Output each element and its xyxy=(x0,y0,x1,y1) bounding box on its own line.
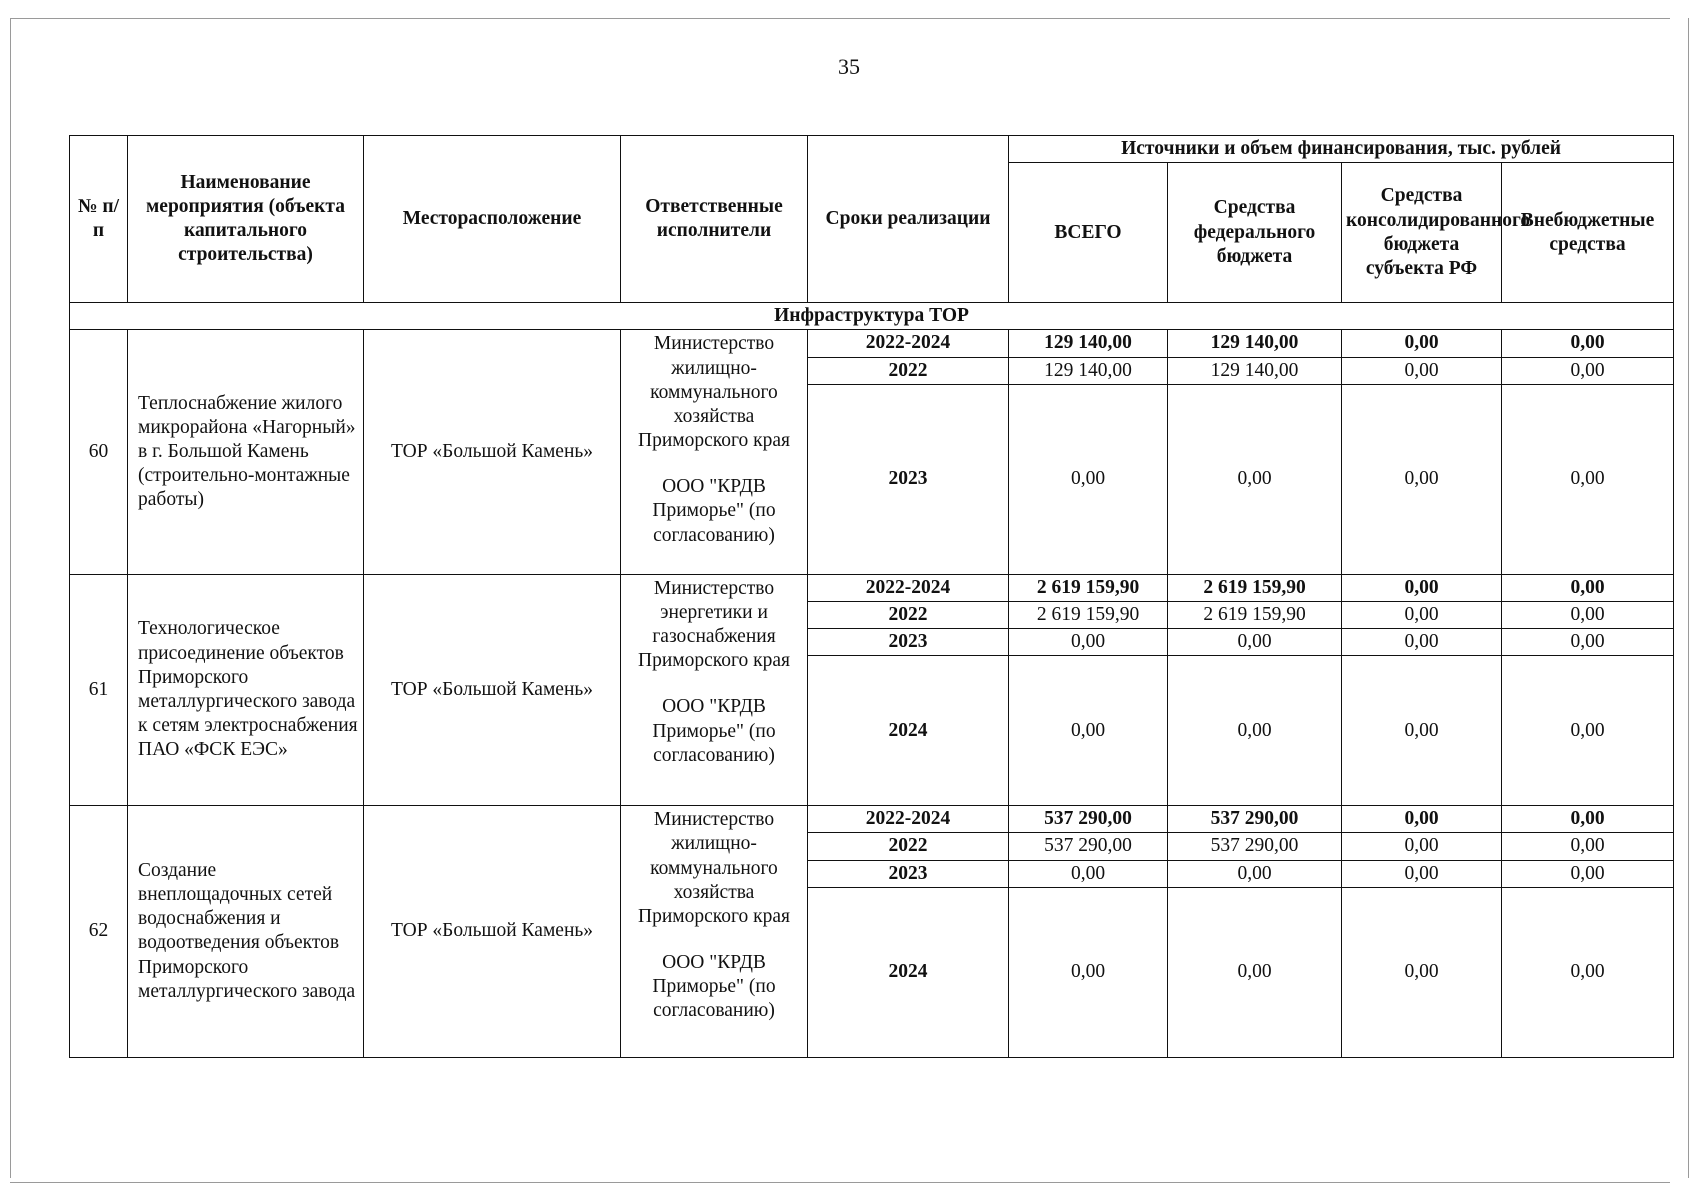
total-cell: 0,00 xyxy=(1009,384,1168,574)
row-location: ТОР «Большой Камень» xyxy=(364,330,621,574)
row-number: 61 xyxy=(70,574,128,806)
extra-cell: 0,00 xyxy=(1502,887,1674,1057)
federal-cell: 537 290,00 xyxy=(1168,833,1342,860)
row-name: Создание внеплощадочных сетей водоснабжения и водоотведения объектов Приморского металлургического завода xyxy=(128,806,364,1058)
regional-cell: 0,00 xyxy=(1342,887,1502,1057)
header-period: Сроки реализации xyxy=(808,136,1009,303)
scan-edge-top xyxy=(10,18,1670,19)
table-body xyxy=(70,303,1674,1058)
responsible-ministry: Министерство энергетики и газоснабжения Приморского края xyxy=(638,577,790,672)
scan-edge-bottom xyxy=(10,1182,1670,1183)
header-no: № п/п xyxy=(70,136,128,303)
period-cell: 2024 xyxy=(808,887,1009,1057)
page-number: 35 xyxy=(838,54,860,79)
header-location: Месторасположение xyxy=(364,136,621,303)
period-cell: 2023 xyxy=(808,384,1009,574)
period-cell: 2022-2024 xyxy=(808,574,1009,601)
table-row xyxy=(70,574,1674,601)
period-cell: 2022 xyxy=(808,357,1009,384)
federal-cell: 129 140,00 xyxy=(1168,330,1342,357)
extra-cell: 0,00 xyxy=(1502,833,1674,860)
row-name: Теплоснабжение жилого микрорайона «Нагорный» в г. Большой Камень (строительно-монтажные работы) xyxy=(128,330,364,574)
federal-cell: 2 619 159,90 xyxy=(1168,601,1342,628)
period-cell: 2022 xyxy=(808,833,1009,860)
regional-cell: 0,00 xyxy=(1342,629,1502,656)
regional-cell: 0,00 xyxy=(1342,330,1502,357)
federal-cell: 0,00 xyxy=(1168,656,1342,806)
extra-cell: 0,00 xyxy=(1502,330,1674,357)
table-row xyxy=(70,806,1674,833)
row-number: 62 xyxy=(70,806,128,1058)
row-responsible xyxy=(621,806,808,1058)
row-number: 60 xyxy=(70,330,128,574)
responsible-company: ООО "КРДВ Приморье" (по согласованию) xyxy=(652,696,776,766)
extra-cell: 0,00 xyxy=(1502,357,1674,384)
total-cell: 0,00 xyxy=(1009,656,1168,806)
responsible-company: ООО "КРДВ Приморье" (по согласованию) xyxy=(652,476,776,546)
period-cell: 2022 xyxy=(808,601,1009,628)
period-cell: 2023 xyxy=(808,860,1009,887)
total-cell: 537 290,00 xyxy=(1009,806,1168,833)
federal-cell: 0,00 xyxy=(1168,860,1342,887)
extra-cell: 0,00 xyxy=(1502,574,1674,601)
federal-cell: 129 140,00 xyxy=(1168,357,1342,384)
extra-cell: 0,00 xyxy=(1502,384,1674,574)
responsible-company: ООО "КРДВ Приморье" (по согласованию) xyxy=(652,952,776,1022)
total-cell: 2 619 159,90 xyxy=(1009,574,1168,601)
header-federal: Средства федерального бюджета xyxy=(1168,163,1342,303)
regional-cell: 0,00 xyxy=(1342,860,1502,887)
extra-cell: 0,00 xyxy=(1502,806,1674,833)
period-cell: 2024 xyxy=(808,656,1009,806)
total-cell: 0,00 xyxy=(1009,860,1168,887)
regional-cell: 0,00 xyxy=(1342,806,1502,833)
header-total: ВСЕГО xyxy=(1009,163,1168,303)
federal-cell: 537 290,00 xyxy=(1168,806,1342,833)
header-extra: Внебюджетные средства xyxy=(1502,163,1674,303)
federal-cell: 0,00 xyxy=(1168,384,1342,574)
table-header xyxy=(70,136,1674,303)
responsible-ministry: Министерство жилищно-коммунального хозяйства Приморского края xyxy=(638,333,790,452)
regional-cell: 0,00 xyxy=(1342,357,1502,384)
header-regional: Средства консолидированного бюджета субъекта РФ xyxy=(1342,163,1502,303)
extra-cell: 0,00 xyxy=(1502,860,1674,887)
row-location: ТОР «Большой Камень» xyxy=(364,806,621,1058)
period-cell: 2023 xyxy=(808,629,1009,656)
federal-cell: 2 619 159,90 xyxy=(1168,574,1342,601)
regional-cell: 0,00 xyxy=(1342,833,1502,860)
regional-cell: 0,00 xyxy=(1342,574,1502,601)
period-cell: 2022-2024 xyxy=(808,330,1009,357)
extra-cell: 0,00 xyxy=(1502,601,1674,628)
section-title: Инфраструктура ТОР xyxy=(70,303,1674,330)
header-responsible: Ответственные исполнители xyxy=(621,136,808,303)
total-cell: 129 140,00 xyxy=(1009,330,1168,357)
regional-cell: 0,00 xyxy=(1342,601,1502,628)
header-funding-group: Источники и объем финансирования, тыс. рублей xyxy=(1009,136,1674,163)
row-responsible xyxy=(621,574,808,806)
header-name: Наименование мероприятия (объекта капитального строительства) xyxy=(128,136,364,303)
total-cell: 2 619 159,90 xyxy=(1009,601,1168,628)
row-name: Технологическое присоединение объектов Приморского металлургического завода к сетям электроснабжения ПАО «ФСК ЕЭС» xyxy=(128,574,364,806)
row-location: ТОР «Большой Камень» xyxy=(364,574,621,806)
total-cell: 0,00 xyxy=(1009,887,1168,1057)
row-responsible xyxy=(621,330,808,574)
scan-edge-left xyxy=(10,18,11,1178)
financing-table xyxy=(69,135,1674,1058)
period-cell: 2022-2024 xyxy=(808,806,1009,833)
extra-cell: 0,00 xyxy=(1502,656,1674,806)
total-cell: 129 140,00 xyxy=(1009,357,1168,384)
responsible-ministry: Министерство жилищно-коммунального хозяйства Приморского края xyxy=(638,809,790,927)
total-cell: 0,00 xyxy=(1009,629,1168,656)
scan-edge-right xyxy=(1688,18,1689,1178)
extra-cell: 0,00 xyxy=(1502,629,1674,656)
regional-cell: 0,00 xyxy=(1342,656,1502,806)
total-cell: 537 290,00 xyxy=(1009,833,1168,860)
federal-cell: 0,00 xyxy=(1168,629,1342,656)
table-row xyxy=(70,330,1674,357)
federal-cell: 0,00 xyxy=(1168,887,1342,1057)
regional-cell: 0,00 xyxy=(1342,384,1502,574)
